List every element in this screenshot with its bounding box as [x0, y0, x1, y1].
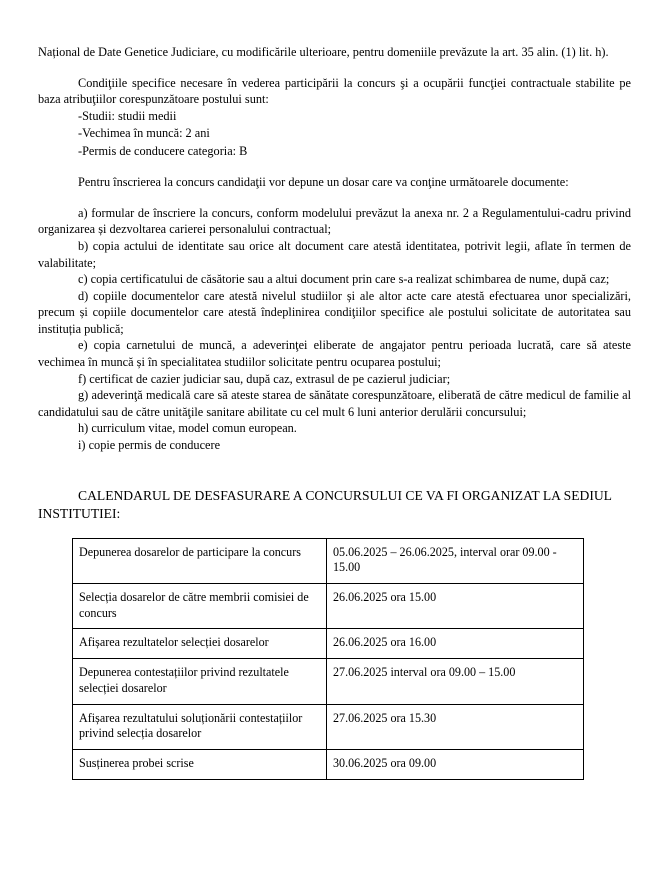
table-row: [73, 538, 584, 583]
dossier-item-g: g) adeverinţă medicală care să ateste starea de sănătate corespunzătoare, eliberată de către medicul de familie al candidatului sau de către unităţile sanitare abilitate cu cel mult 6 luni anterior derulării concursului;: [38, 388, 631, 419]
schedule-activity: Selecția dosarelor de către membrii comisiei de concurs: [73, 584, 327, 629]
schedule-date: 05.06.2025 – 26.06.2025, interval orar 09.00 - 15.00: [327, 538, 584, 583]
schedule-date: 27.06.2025 ora 15.30: [327, 704, 584, 749]
condition-item-experience: -Vechimea în muncă: 2 ani: [78, 126, 210, 141]
schedule-date: 26.06.2025 ora 16.00: [327, 629, 584, 659]
dossier-item-f: f) certificat de cazier judiciar sau, după caz, extrasul de pe cazierul judiciar;: [78, 371, 451, 386]
calendar-heading: CALENDARUL DE DESFASURARE A CONCURSULUI CE VA FI ORGANIZAT LA SEDIUL INSTITUTIEI:: [38, 487, 612, 522]
schedule-activity: Depunerea dosarelor de participare la concurs: [73, 538, 327, 583]
schedule-date: 26.06.2025 ora 15.00: [327, 584, 584, 629]
schedule-activity: Afișarea rezultatului soluționării contestațiilor privind selecția dosarelor: [73, 704, 327, 749]
table-row: [73, 584, 584, 629]
schedule-activity: Afișarea rezultatelor selecției dosarelor: [73, 629, 327, 659]
condition-item-studies: -Studii: studii medii: [78, 108, 177, 123]
dossier-item-e: e) copia carnetului de muncă, a adeverinţei eliberate de angajator pentru perioada lucrată, care să ateste vechimea în muncă și în specialitatea studiilor solicitate pentru ocuparea postului;: [38, 338, 631, 370]
schedule-date: 27.06.2025 interval ora 09.00 – 15.00: [327, 659, 584, 704]
schedule-date: 30.06.2025 ora 09.00: [327, 750, 584, 780]
dossier-item-h: h) curriculum vitae, model comun european.: [78, 421, 297, 436]
spacer: [38, 160, 631, 174]
condition-item-driving-license: -Permis de conducere categoria: B: [78, 143, 248, 158]
schedule-activity: Susținerea probei scrise: [73, 750, 327, 780]
dossier-item-b: b) copia actului de identitate sau orice alt document care atestă identitatea, potrivit legii, aflate în termen de valabilitate;: [38, 238, 631, 270]
spacer: [38, 454, 631, 476]
spacer: [38, 61, 631, 75]
schedule-activity: Depunerea contestațiilor privind rezultatele selecției dosarelor: [73, 659, 327, 704]
table-row: [73, 750, 584, 780]
conditions-intro-paragraph: Condiţiile specifice necesare în vederea participării la concurs şi a ocupării funcţiei contractuale stabilite pe baza atribuţiilor corespunzătoare postului sunt:: [38, 75, 631, 107]
dossier-item-i: i) copie permis de conducere: [78, 438, 221, 453]
table-row: [73, 659, 584, 704]
spacer: [38, 476, 631, 487]
spacer: [38, 191, 631, 205]
table-row: [73, 704, 584, 749]
table-row: [73, 629, 584, 659]
continuation-paragraph: Național de Date Genetice Judiciare, cu modificările ulterioare, pentru domeniile prevăzute la art. 35 alin. (1) lit. h).: [38, 45, 609, 59]
dossier-intro-paragraph: Pentru înscrierea la concurs candidaţii vor depune un dosar care va conţine următoarele documente:: [78, 175, 569, 190]
dossier-item-d: d) copiile documentelor care atestă nivelul studiilor și ale altor acte care atestă efectuarea unor specializări, precum și copiile documentelor care atestă îndeplinirea condiţiilor specifice ale postului solicitate de autoritatea sau instituția publică;: [38, 288, 631, 336]
schedule-table: [72, 538, 584, 780]
dossier-item-c: c) copia certificatului de căsătorie sau a altui document prin care s-a realizat schimbarea de nume, după caz;: [78, 272, 610, 287]
dossier-item-a: a) formular de înscriere la concurs, conform modelului prevăzut la anexa nr. 2 a Regulamentului-cadru privind organizarea și dezvoltarea carierei personalului contractual;: [38, 205, 631, 237]
